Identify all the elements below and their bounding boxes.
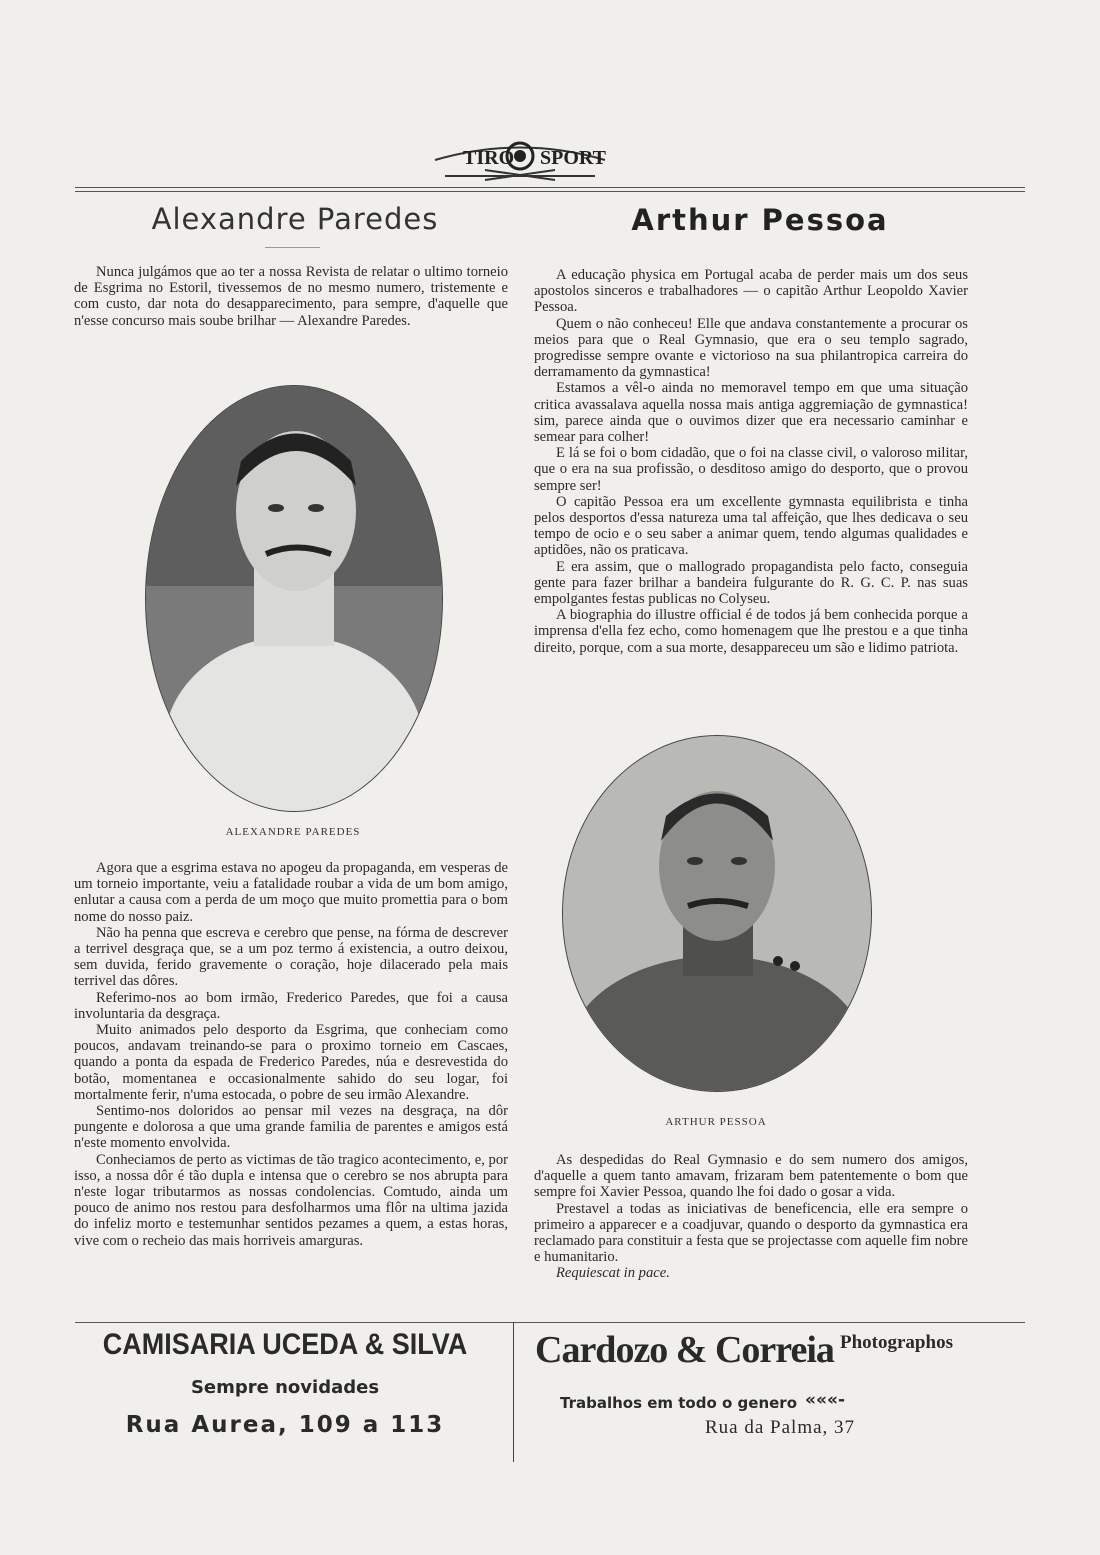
header-rule-top	[75, 187, 1025, 188]
ad-name-right: Cardozo & Correia	[535, 1329, 834, 1371]
left-body	[74, 860, 508, 1249]
right-paragraph: A educação physica em Portugal acaba de perder mais um dos seus apostolos sinceros e trabalhadores — o capitão Arthur Leopoldo Xavier Pessoa.	[534, 267, 968, 316]
title-divider-left	[265, 247, 320, 248]
portrait-arthur-pessoa	[562, 735, 872, 1092]
right-paragraph: Prestavel a todas as iniciativas de beneficencia, elle era sempre o primeiro a apparecer e a coadjuvar, quando o desporto da gymnastica era reclamado para constituir a festa que se projectasse com aquelle fim nobre e humanitario.	[534, 1200, 968, 1266]
right-paragraph: A biographia do illustre official é de todos já bem conhecida porque a imprensa d'ella fez echo, como homenagem que lhe prestou e a que tinha direito, porque, com a sua morte, desappareceu um são e lidimo patriota.	[534, 607, 968, 656]
caption-arthur-pessoa: ARTHUR PESSOA	[665, 1116, 767, 1128]
right-paragraph: Estamos a vêl-o ainda no memoravel tempo em que uma situação critica avassalava aquella nossa mais antiga aggremiação de gymnastica! sim, parece ainda que o ouvimos dizer que era necessario caminhar e semear para colher!	[534, 380, 968, 446]
left-paragraph: Agora que a esgrima estava no apogeu da propaganda, em vesperas de um torneio importante, veiu a fatalidade roubar a vida de um bom amigo, enlutar a causa com a perda de um moço que muito promettia para o bom nome do nosso paiz.	[74, 860, 508, 925]
left-paragraph: Referimo-nos ao bom irmão, Frederico Paredes, que foi a causa involuntaria da desgraça.	[74, 989, 508, 1022]
header-rule-bottom	[75, 191, 1025, 192]
right-paragraph: E era assim, que o mallogrado propagandista pelo facto, conseguia gente para fazer brilhar a bandeira fulgurante do R. G. C. P. nas suas empolgantes festas publicas no Colyseu.	[534, 558, 968, 608]
ad-address-left: Rua Aurea, 109 a 113	[125, 1412, 445, 1438]
right-paragraph: As despedidas do Real Gymnasio e do sem numero dos amigos, d'aquelle a quem tanto amavam, frizaram bem patentemente o bom que sempre foi Xavier Pessoa, quando lhe foi dado o gosar a vida.	[534, 1152, 968, 1201]
left-intro-paragraph: Nunca julgámos que ao ter a nossa Revista de relatar o ultimo torneio de Esgrima no Estoril, tivessemos de no mesmo numero, tristemente e com custo, dar nota do desapparecimento, para sempre, d'aquelle que n'esse concurso mais soube brilhar — Alexandre Paredes.	[74, 264, 508, 329]
ad-address-right: Rua da Palma, 37	[705, 1417, 856, 1438]
masthead-logo	[425, 130, 615, 182]
ad-kind-right: Photographos	[840, 1332, 953, 1353]
left-paragraph: Não ha penna que escreva e cerebro que pense, na fórma de descrever a terrivel desgraça que, se a um poz termo á existencia, a outro deixou, sem duvida, ferido gravemente o coração, hoje dilacerado pela mais terrivel das dôres.	[74, 924, 508, 990]
ad-divider	[513, 1322, 514, 1462]
right-body-lower	[534, 1152, 968, 1282]
left-intro	[74, 264, 508, 329]
right-paragraph: O capitão Pessoa era um excellente gymnasta equilibrista e tinha pelos desportos d'essa natureza uma tal affeição, que lhes dedicava o seu tempo de ocio e o seu saber a animar quem, tendo algumas qualidades e aptidões, não os praticava.	[534, 493, 968, 559]
ad-tagline-left: Sempre novidades	[190, 1377, 380, 1398]
closing-line: Requiescat in pace.	[556, 1265, 670, 1282]
ad-arrows-right: «««-	[805, 1390, 846, 1410]
ad-name-left: CAMISARIA UCEDA & SILVA	[102, 1328, 468, 1361]
left-paragraph: Sentimo-nos doloridos ao pensar mil vezes na desgraça, na dôr pungente e dolorosa a que uma grande familia de parentes e amigos está n'este momento envolvida.	[74, 1103, 508, 1152]
footer-rule	[75, 1322, 1025, 1323]
right-body	[534, 267, 968, 656]
article-title-right: Arthur Pessoa	[631, 203, 889, 237]
caption-alexandre-paredes: ALEXANDRE PAREDES	[225, 826, 361, 838]
article-title-left: Alexandre Paredes	[151, 202, 439, 236]
right-paragraph: Quem o não conheceu! Elle que andava constantemente a procurar os meios para que o Real Gymnasio, que era o seu templo sagrado, progredisse sempre ovante e victorioso na sua philantropica carreira do derramamento da gymnastica!	[534, 315, 968, 381]
left-paragraph: Conheciamos de perto as victimas de tão tragico acontecimento, e, por isso, a nossa dôr é tão dupla e intensa que o cerebro se nos abrupta para n'este logar tributarmos as nossas condolencias. Comtudo, ainda um pouco de animo nos restou para desfolharmos uma flôr na ultima jazida do infeliz morto e testemunhar sentidos pezames a quem, a estas horas, vive com o recheio das mais horriveis amarguras.	[74, 1151, 508, 1249]
portrait-alexandre-paredes	[145, 385, 443, 812]
ad-tagline-right: Trabalhos em todo o genero	[560, 1394, 797, 1412]
right-paragraph: E lá se foi o bom cidadão, que o foi na classe civil, o valoroso militar, que o era na sua profissão, o desditoso amigo do desporto, que o provou sempre ser!	[534, 445, 968, 494]
left-paragraph: Muito animados pelo desporto da Esgrima, que conheciam como poucos, andavam treinando-se para o proximo torneio em Cascaes, quando a ponta da espada de Frederico Paredes, núa e desrevestida do botão, momentanea e occasionalmente sahido do seu logar, foi mortalmente ferir, n'uma estocada, o pobre de seu irmão Alexandre.	[74, 1022, 508, 1103]
masthead-text-right: SPORT	[540, 147, 606, 169]
masthead-text-left: TIRO	[463, 147, 515, 169]
